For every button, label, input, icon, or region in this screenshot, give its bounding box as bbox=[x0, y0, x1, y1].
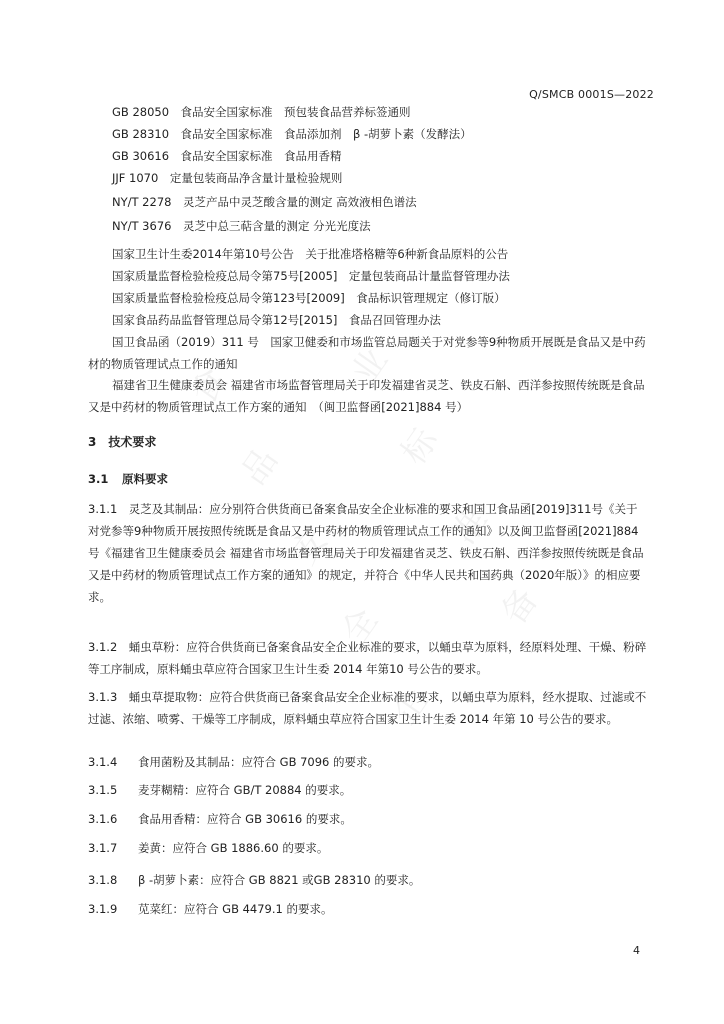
reference-line: GB 28050 食品安全国家标准 预包装食品营养标签通则 bbox=[112, 105, 411, 119]
clause-text: 苋菜红：应符合 GB 4479.1 的要求。 bbox=[138, 902, 333, 916]
clause-text: 食用菌粉及其制品：应符合 GB 7096 的要求。 bbox=[138, 755, 380, 769]
clause-text: 麦芽糊精：应符合 GB/T 20884 的要求。 bbox=[138, 783, 352, 797]
reference-line: 国家食品药品监督管理总局令第12号[2015] 食品召回管理办法 bbox=[112, 313, 441, 327]
clause-number: 3.1.9 bbox=[88, 902, 118, 916]
document-number: Q/SMCB 0001S—2022 bbox=[529, 88, 654, 101]
reference-line: NY/T 2278 灵芝产品中灵芝酸含量的测定 高效液相色谱法 bbox=[112, 195, 417, 209]
page-number: 4 bbox=[633, 944, 640, 957]
clause-item bbox=[88, 840, 328, 856]
clause-text: 姜黄：应符合 GB 1886.60 的要求。 bbox=[138, 841, 329, 855]
clause-paragraph: 3.1.1 灵芝及其制品：应分别符合供货商已备案食品安全企业标准的要求和国卫食品函[2019]311号《关于对党参等9种物质开展按照传统既是食品又是中药材的物质管理试点工作的通知》以及闽卫监督函[2021]884 号《福建省卫生健康委员会 福建省市场监督管理局关于印发福建省灵芝、铁皮石斛、西洋参按照传统既是食品又是中药材的物质管理试点工作方案的通知》的规定，并符合《中华人民共和国药典（2020年版）》的相应要求。 bbox=[88, 502, 644, 604]
subsection-number: 3.1 bbox=[88, 472, 109, 486]
reference-paragraph: 国卫食品函（2019）311 号 国家卫健委和市场监管总局题关于对党参等9种物质开展既是食品又是中药材的物质管理试点工作的通知 bbox=[88, 335, 646, 371]
clause-number: 3.1.7 bbox=[88, 841, 118, 855]
reference-line: JJF 1070 定量包装商品净含量计量检验规则 bbox=[112, 171, 343, 185]
clause-text: β -胡萝卜素：应符合 GB 8821 或GB 28310 的要求。 bbox=[138, 873, 421, 887]
reference-line: 国家质量监督检验检疫总局令第75号[2005] 定量包装商品计量监督管理办法 bbox=[112, 269, 510, 283]
clause-item bbox=[88, 811, 352, 827]
clause-item bbox=[88, 782, 351, 798]
reference-line: 国家质量监督检验检疫总局令第123号[2009] 食品标识管理规定（修订版） bbox=[112, 291, 506, 305]
clause-item bbox=[88, 754, 379, 770]
clause-number: 3.1.4 bbox=[88, 755, 118, 769]
clause-number: 3.1.6 bbox=[88, 812, 118, 826]
clause-paragraph: 3.1.2 蛹虫草粉：应符合供货商已备案食品安全企业标准的要求，以蛹虫草为原料，经原料处理、干燥、粉碎等工序制成，原料蛹虫草应符合国家卫生计生委 2014 年第10 号公告的要求。 bbox=[88, 640, 647, 676]
reference-line: 国家卫生计生委2014年第10号公告 关于批准塔格糖等6种新食品原料的公告 bbox=[112, 247, 509, 261]
clause-item bbox=[88, 901, 333, 917]
clause-number: 3.1.5 bbox=[88, 783, 118, 797]
clause-paragraph: 3.1.3 蛹虫草提取物：应符合供货商已备案食品安全企业标准的要求，以蛹虫草为原料，经水提取、过滤或不过滤、浓缩、喷雾、干燥等工序制成，原料蛹虫草应符合国家卫生计生委 2014 年第 10 号公告的要求。 bbox=[88, 690, 647, 726]
subsection-label: 原料要求 bbox=[122, 472, 168, 486]
clause-number: 3.1.8 bbox=[88, 873, 118, 887]
clause-item bbox=[88, 872, 420, 888]
section-title: 3 技术要求 bbox=[88, 435, 157, 449]
subsection-title bbox=[88, 471, 168, 487]
reference-line: NY/T 3676 灵芝中总三萜含量的测定 分光光度法 bbox=[112, 219, 371, 233]
watermark: 食 品 安 全 企 业 标 准 备 bbox=[183, 341, 547, 732]
reference-line: GB 30616 食品安全国家标准 食品用香精 bbox=[112, 149, 342, 163]
reference-line: GB 28310 食品安全国家标准 食品添加剂 β -胡萝卜素（发酵法） bbox=[112, 127, 472, 141]
clause-text: 食品用香精：应符合 GB 30616 的要求。 bbox=[138, 812, 352, 826]
reference-paragraph: 福建省卫生健康委员会 福建省市场监督管理局关于印发福建省灵芝、铁皮石斛、西洋参按照传统既是食品又是中药材的物质管理试点工作方案的通知 （闽卫监督函[2021]884 号） bbox=[88, 378, 645, 414]
